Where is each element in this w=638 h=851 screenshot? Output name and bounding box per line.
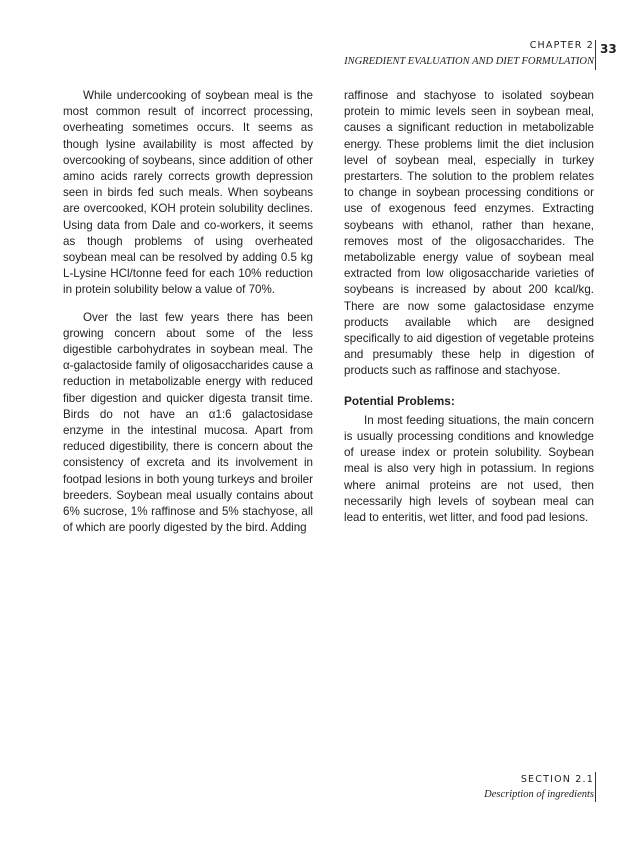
footer-divider xyxy=(595,772,596,802)
paragraph-oligosaccharides: Over the last few years there has been growing concern about some of the less digestible carbohydrates in soybean meal. The α-galactoside family of oligosaccharides cause a reduction in metabolizable energy with reduced fiber digestion and quicker digesta transit time. Birds do not have an α1:6 galactosidase enzyme in the intestinal mucosa. Apart from reduced digestibility, there is concern about the consistency of excreta and its involvement in footpad lesions in both young turkeys and broiler breeders. Soybean meal usually contains about 6% sucrose, 1% raffinose and 5% stachyose, all of which are poorly digested by the bird. Adding xyxy=(63,310,313,535)
running-header xyxy=(344,40,594,68)
section-title: Description of ingredients xyxy=(484,789,594,800)
section-label: SECTION 2.1 xyxy=(520,774,594,785)
header-divider xyxy=(595,40,596,70)
page-number: 33 xyxy=(600,42,617,56)
paragraph-overheating: While undercooking of soybean meal is the most common result of incorrect processing, overheating sometimes occurs. It seems as though lysine availability is most affected by overcooking of soybeans, since addition of other amino acids rarely corrects growth depression seen in birds fed such meals. When soybeans are overcooked, KOH protein solubility declines. Using data from Dale and co-workers, it seems as though problems of using overheated soybean meal can be resolved by adding 0.5 kg L-Lysine HCl/tonne feed for each 10% reduction in protein solubility below a value of 70%. xyxy=(63,89,313,297)
chapter-title: INGREDIENT EVALUATION AND DIET FORMULATION xyxy=(344,56,594,67)
paragraph-potential-problems: In most feeding situations, the main concern is usually processing conditions and knowledge of urease index or protein solubility. Soybean meal is also very high in potassium. In regions where animal proteins are not used, then necessarily high levels of soybean meal can lead to enteritis, wet litter, and food pad lesions. xyxy=(344,413,594,525)
running-footer xyxy=(484,774,594,801)
paragraph-continued: raffinose and stachyose to isolated soybean protein to mimic levels seen in soybean meal, causes a significant reduction in metabolizable energy. These problems limit the diet inclusion level of soybean meal, especially in turkey prestarters. The solution to the problem relates to change in soybean processing conditions or use of exogenous feed enzymes. Extracting soybeans with ethanol, rather than hexane, removes most of the oligosaccharides. The metabolizable energy value of soybean meal extracted from low oligosaccharide varieties of soybeans is increased by about 200 kcal/kg. There are now some galactosidase enzyme products available which are designed specifically to aid digestion of vegetable proteins and presumably these help in digestion of products such as raffinose and stachyose. xyxy=(344,89,594,378)
chapter-label: CHAPTER 2 xyxy=(529,40,594,51)
section-subheading: Potential Problems: xyxy=(344,393,455,408)
right-column xyxy=(344,88,594,537)
left-column xyxy=(63,88,313,547)
